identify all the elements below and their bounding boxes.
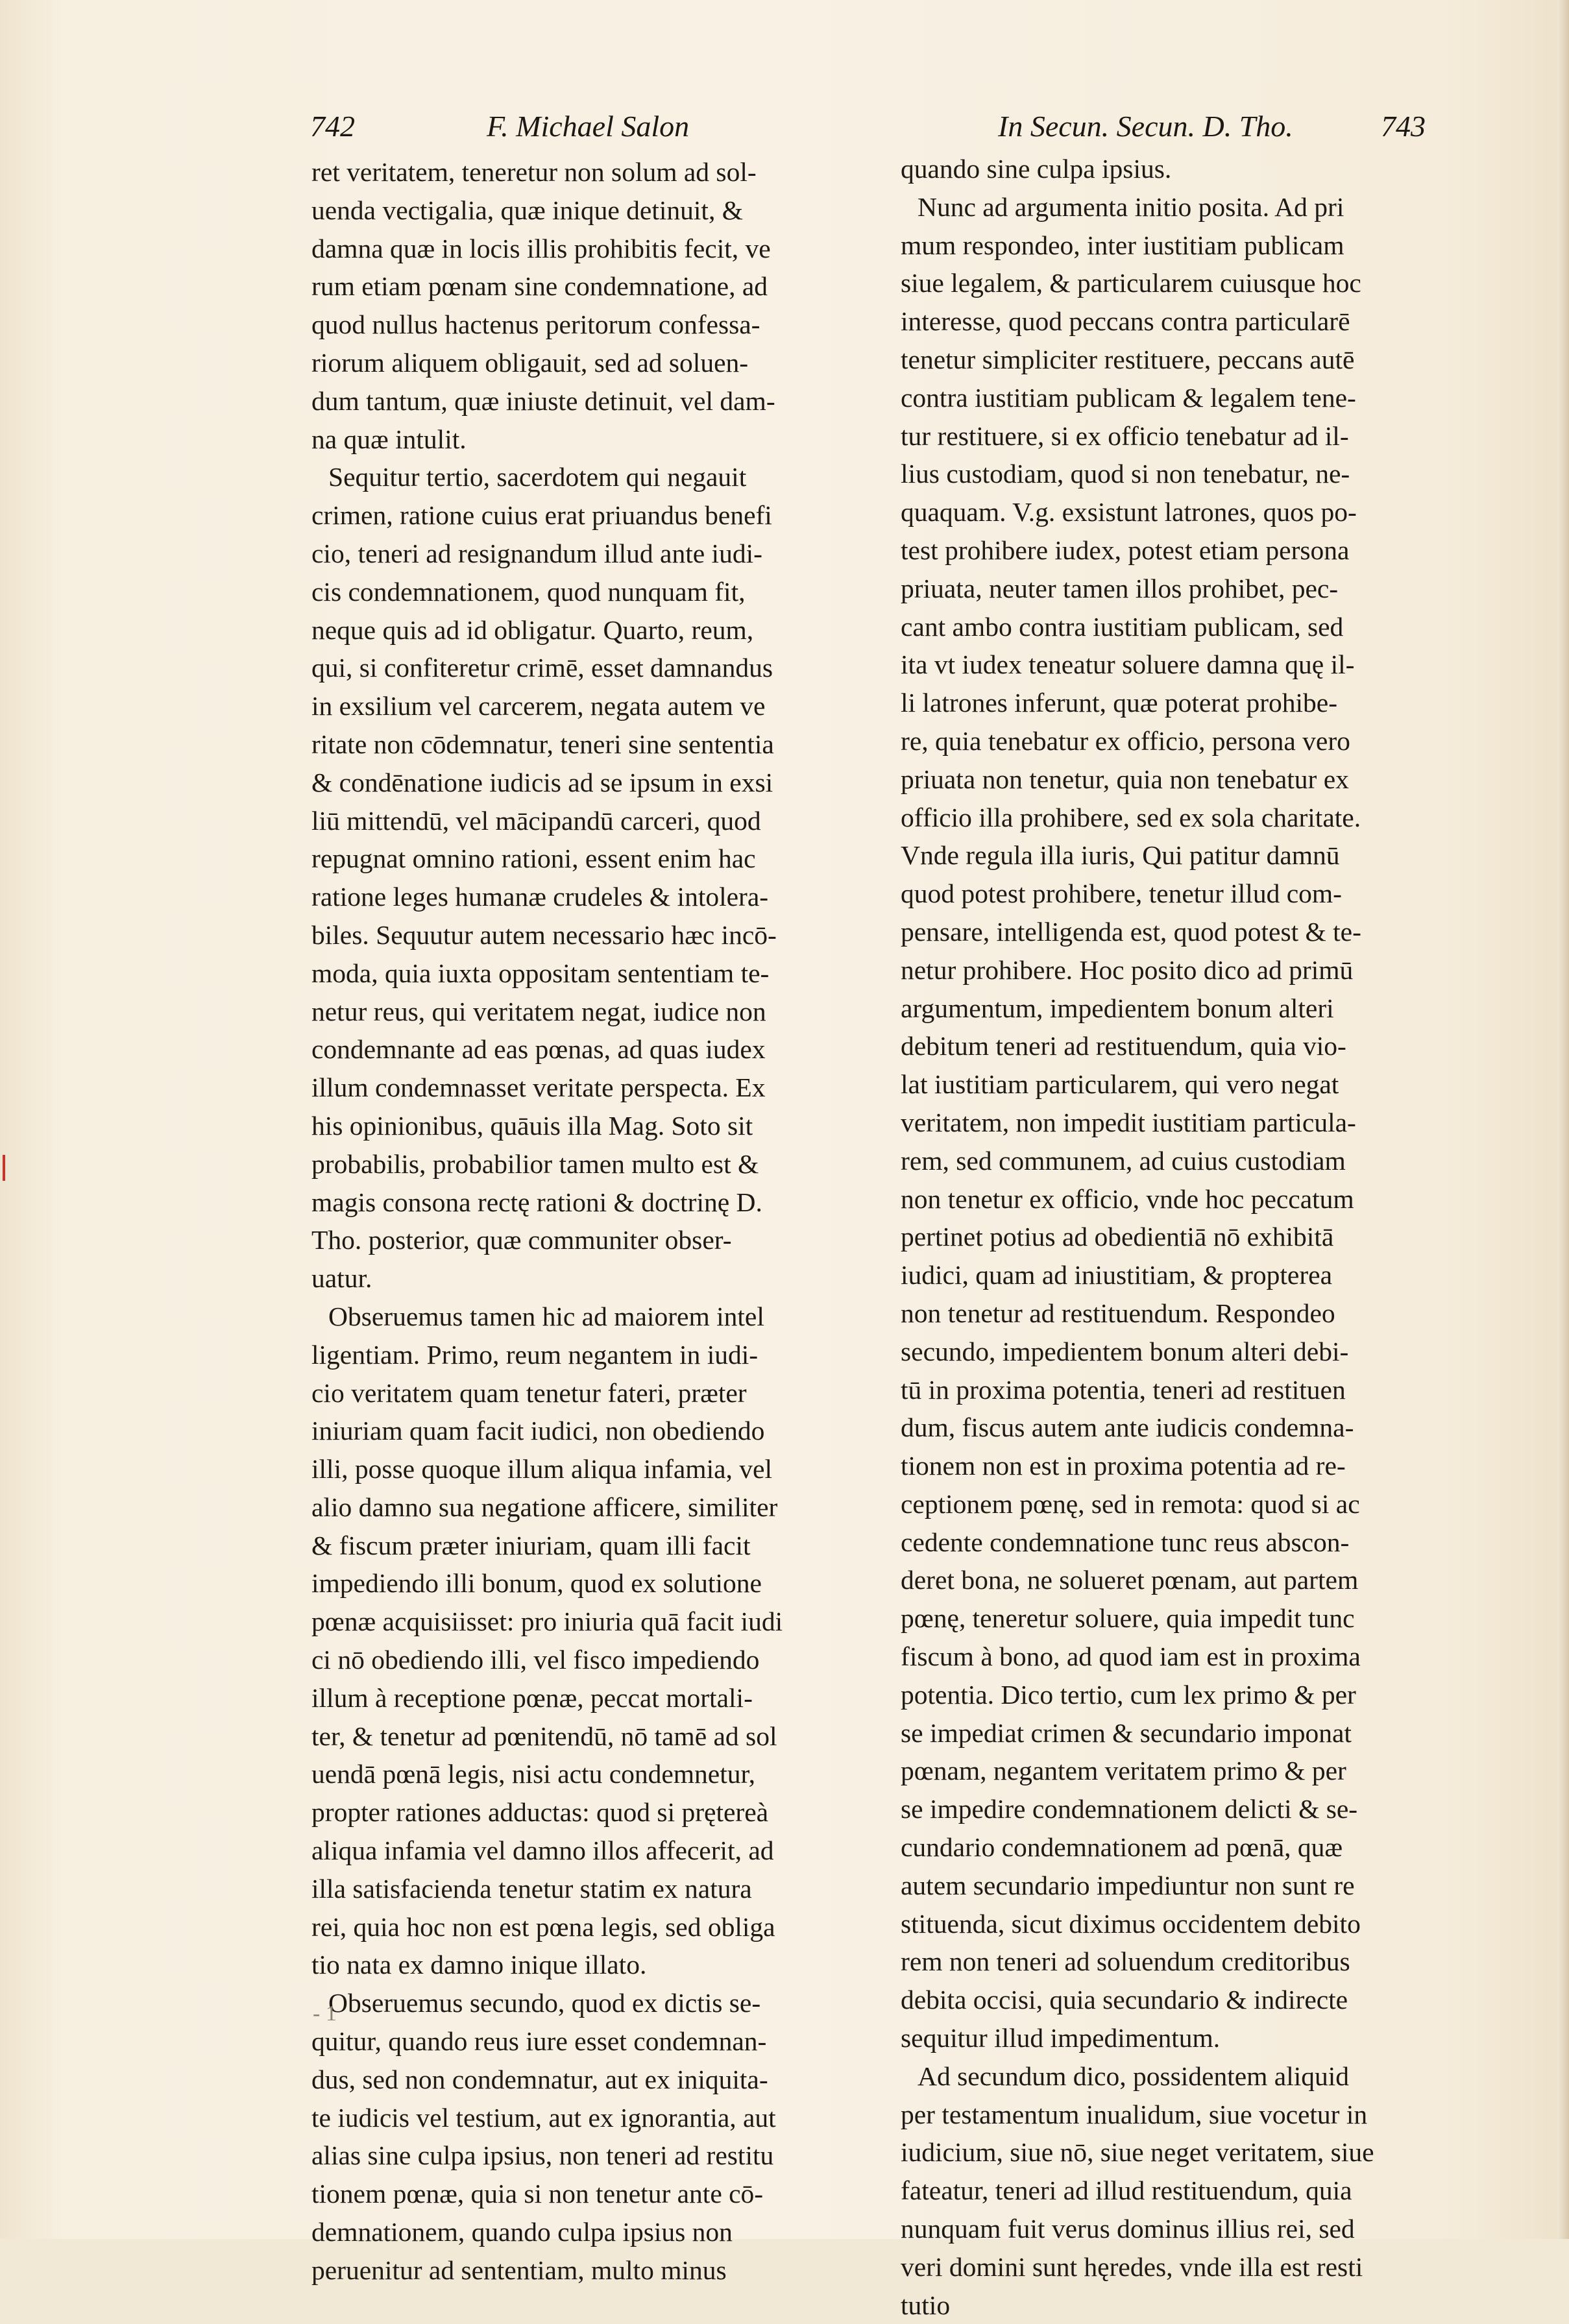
text-line: re, quia tenebatur ex officio, persona vero — [901, 725, 1350, 756]
text-line: tutio — [901, 2290, 951, 2320]
text-line: secundo, impedientem bonum alteri debi- — [901, 1336, 1349, 1366]
text-line: quod nullus hactenus peritorum confessa- — [311, 309, 760, 340]
text-line: iniuriam quam facit iudici, non obediendo — [311, 1416, 765, 1446]
text-line: priuata non tenetur, quia non tenebatur ex — [901, 764, 1349, 794]
text-line: Vnde regula illa iuris, Qui patitur damnū — [901, 840, 1340, 871]
text-line: uendā pœnā legis, nisi actu condemnetur, — [311, 1759, 756, 1789]
text-line: & condēnatione iudicis ad se ipsum in exsi — [311, 767, 773, 797]
footer-mark: - 1 — [313, 2002, 337, 2026]
text-line: iudicium, siue nō, siue neget veritatem, siue — [901, 2137, 1374, 2168]
text-line: rem, sed communem, ad cuius custodiam — [901, 1145, 1346, 1176]
text-line: contra iustitiam publicam & legalem tene- — [901, 382, 1356, 413]
text-line: quod potest prohibere, tenetur illud com- — [901, 878, 1342, 909]
text-line: lat iustitiam particularem, qui vero negat — [901, 1069, 1339, 1100]
text-line: ita vt iudex teneatur soluere damna quę il- — [901, 649, 1355, 680]
text-line: cio veritatem quam tenetur fateri, præter — [311, 1377, 747, 1408]
text-line: se impedire condemnationem delicti & se- — [901, 1794, 1358, 1824]
text-line: rum etiam pœnam sine condemnatione, ad — [311, 271, 768, 302]
text-line: Tho. posterior, quæ communiter obser- — [311, 1225, 732, 1255]
text-line: qui, si confiteretur crimē, esset damnandus — [311, 653, 773, 683]
text-line: veritatem, non impedit iustitiam particula- — [901, 1107, 1356, 1137]
text-line: te iudicis vel testium, aut ex ignorantia, aut — [311, 2102, 776, 2133]
text-line: uatur. — [311, 1263, 372, 1294]
text-line: interesse, quod peccans contra particularē — [901, 306, 1350, 337]
text-line: magis consona rectę rationi & doctrinę D. — [311, 1187, 762, 1217]
text-line: ter, & tenetur ad pœnitendū, nō tamē ad sol — [311, 1721, 777, 1751]
text-line: pœnę, teneretur soluere, quia impedit tunc — [901, 1603, 1355, 1634]
text-line: uenda vectigalia, quæ inique detinuit, & — [311, 195, 743, 225]
text-line: cis condemnationem, quod nunquam fit, — [311, 576, 746, 607]
text-line: demnationem, quando culpa ipsius non — [311, 2217, 733, 2247]
text-line: biles. Sequutur autem necessario hæc incō- — [311, 919, 777, 950]
text-line: propter rationes adductas: quod si prętereà — [311, 1797, 769, 1828]
left-page-number: 742 — [310, 110, 355, 143]
text-line: illum condemnasset veritate perspecta. Ex — [311, 1072, 766, 1103]
text-line: lius custodiam, quod si non tenebatur, ne- — [901, 459, 1350, 489]
text-line: tenetur simpliciter restituere, peccans autē — [901, 344, 1355, 374]
margin-red-mark — [3, 1155, 5, 1181]
text-line: potentia. Dico tertio, cum lex primo & per — [901, 1679, 1356, 1710]
text-line: crimen, ratione cuius erat priuandus benefi — [311, 500, 772, 531]
text-line: debitum teneri ad restituendum, quia vio- — [901, 1031, 1346, 1061]
text-line: cedente condemnatione tunc reus abscon- — [901, 1527, 1350, 1557]
text-line: impediendo illi bonum, quod ex solutione — [311, 1568, 762, 1599]
text-line: illum à receptione pœnæ, peccat mortali- — [311, 1682, 753, 1713]
text-line: li latrones inferunt, quæ poterat prohibe- — [901, 688, 1338, 718]
text-line: Sequitur tertio, sacerdotem qui negauit — [328, 462, 747, 492]
text-line: tū in proxima potentia, teneri ad restituen — [901, 1374, 1346, 1405]
text-line: argumentum, impedientem bonum alteri — [901, 993, 1334, 1023]
text-line: illa satisfacienda tenetur statim ex natura — [311, 1873, 752, 1904]
text-line: mum respondeo, inter iustitiam publicam — [901, 230, 1344, 260]
text-line: se impediat crimen & secundario imponat — [901, 1717, 1352, 1748]
text-line: per testamentum inualidum, siue vocetur in — [901, 2099, 1368, 2129]
text-line: fateatur, teneri ad illud restituendum, quia — [901, 2175, 1352, 2206]
text-line: sequitur illud impedimentum. — [901, 2023, 1221, 2053]
text-line: Obseruemus secundo, quod ex dictis se- — [328, 1988, 761, 2018]
text-line: alias sine culpa ipsius, non teneri ad restitu — [311, 2140, 774, 2171]
text-line: nunquam fuit verus dominus illius rei, sed — [901, 2214, 1355, 2244]
text-line: pœnam, negantem veritatem primo & per — [901, 1756, 1346, 1786]
text-line: dum tantum, quæ iniuste detinuit, vel dam- — [311, 385, 775, 416]
text-line: his opinionibus, quāuis illa Mag. Soto sit — [311, 1110, 753, 1141]
text-line: ceptionem pœnę, sed in remota: quod si ac — [901, 1488, 1360, 1519]
text-line: stituenda, sicut diximus occidentem debito — [901, 1908, 1361, 1939]
text-line: alio damno sua negatione afficere, similiter — [311, 1492, 778, 1522]
text-line: tur restituere, si ex officio tenebatur ad il- — [901, 420, 1349, 451]
text-line: ritate non cōdemnatur, teneri sine sententia — [311, 729, 774, 759]
text-line: damna quæ in locis illis prohibitis fecit, ve — [311, 233, 771, 263]
text-line: pertinet potius ad obedientiā nō exhibitā — [901, 1222, 1334, 1252]
text-line: moda, quia iuxta oppositam sententiam te- — [311, 958, 770, 988]
text-line: ret veritatem, teneretur non solum ad sol- — [311, 157, 757, 187]
right-running-head: In Secun. Secun. D. Tho. — [998, 110, 1293, 143]
text-line: Ad secundum dico, possidentem aliquid — [918, 2061, 1350, 2091]
text-line: cundario condemnationem ad pœnā, quæ — [901, 1832, 1343, 1863]
text-line: autem secundario impediuntur non sunt re — [901, 1870, 1355, 1900]
text-line: dus, sed non condemnatur, aut ex iniquita- — [311, 2064, 768, 2094]
text-line: pensare, intelligenda est, quod potest & te- — [901, 916, 1361, 947]
text-line: test prohibere iudex, potest etiam persona — [901, 535, 1350, 565]
text-line: veri domini sunt hęredes, vnde illa est resti — [901, 2251, 1363, 2282]
text-line: ratione leges humanæ crudeles & intolera- — [311, 882, 769, 912]
text-line: cant ambo contra iustitiam publicam, sed — [901, 611, 1344, 642]
text-line: na quæ intulit. — [311, 424, 467, 454]
text-line: cio, teneri ad resignandum illud ante iudi- — [311, 538, 762, 568]
right-page-number: 743 — [1381, 110, 1426, 143]
text-line: peruenitur ad sententiam, multo minus — [311, 2255, 727, 2285]
text-line: tionem pœnæ, quia si non tenetur ante cō- — [311, 2179, 764, 2209]
text-line: neque quis ad id obligatur. Quarto, reum, — [311, 614, 754, 645]
text-line: probabilis, probabilior tamen multo est & — [311, 1148, 759, 1179]
text-line: & fiscum præter iniuriam, quam illi facit — [311, 1530, 751, 1560]
text-line: ci nō obediendo illi, vel fisco impediendo — [311, 1645, 760, 1675]
text-line: netur prohibere. Hoc posito dico ad primū — [901, 954, 1354, 985]
page-edge — [1557, 0, 1569, 2239]
text-line: Obseruemus tamen hic ad maiorem intel — [328, 1301, 764, 1331]
text-line: pœnæ acquisiisset: pro iniuria quā facit iudi — [311, 1606, 783, 1637]
text-line: illi, posse quoque illum aliqua infamia, vel — [311, 1454, 772, 1484]
text-line: iudici, quam ad iniustitiam, & propterea — [901, 1260, 1332, 1290]
text-line: rem non teneri ad soluendum creditoribus — [901, 1946, 1350, 1977]
right-text-column — [901, 150, 1459, 2324]
left-running-head: F. Michael Salon — [487, 110, 690, 143]
text-line: dum, fiscus autem ante iudicis condemna- — [901, 1412, 1354, 1443]
left-text-column — [311, 153, 857, 2290]
text-line: rei, quia hoc non est pœna legis, sed obliga — [311, 1911, 775, 1942]
text-line: aliqua infamia vel damno illos affecerit, ad — [311, 1835, 774, 1866]
text-line: quaquam. V.g. exsistunt latrones, quos po- — [901, 497, 1357, 527]
text-line: quando sine culpa ipsius. — [901, 154, 1172, 184]
text-line: priuata, neuter tamen illos prohibet, pec- — [901, 573, 1339, 603]
text-line: ligentiam. Primo, reum negantem in iudi- — [311, 1339, 759, 1370]
text-line: officio illa prohibere, sed ex sola charitate. — [901, 802, 1361, 832]
text-line: debita occisi, quia secundario & indirecte — [901, 1985, 1348, 2015]
text-line: fiscum à bono, ad quod iam est in proxima — [901, 1641, 1361, 1672]
text-line: netur reus, qui veritatem negat, iudice non — [311, 996, 766, 1026]
text-line: non tenetur ad restituendum. Respondeo — [901, 1298, 1335, 1328]
text-line: tio nata ex damno inique illato. — [311, 1950, 647, 1980]
text-line: deret bona, ne solueret pœnam, aut partem — [901, 1565, 1359, 1595]
text-line: riorum aliquem obligauit, sed ad soluen- — [311, 347, 749, 378]
text-line: tionem non est in proxima potentia ad re- — [901, 1451, 1346, 1481]
text-line: repugnat omnino rationi, essent enim hac — [311, 843, 756, 874]
text-line: Nunc ad argumenta initio posita. Ad pri — [918, 191, 1344, 222]
text-line: non tenetur ex officio, vnde hoc peccatum — [901, 1183, 1354, 1214]
text-line: condemnante ad eas pœnas, ad quas iudex — [311, 1034, 766, 1065]
text-line: quitur, quando reus iure esset condemnan- — [311, 2026, 767, 2057]
text-line: in exsilium vel carcerem, negata autem ve — [311, 691, 766, 721]
text-line: liū mittendū, vel mācipandū carceri, quod — [311, 805, 761, 836]
text-line: siue legalem, & particularem cuiusque hoc — [901, 268, 1361, 298]
